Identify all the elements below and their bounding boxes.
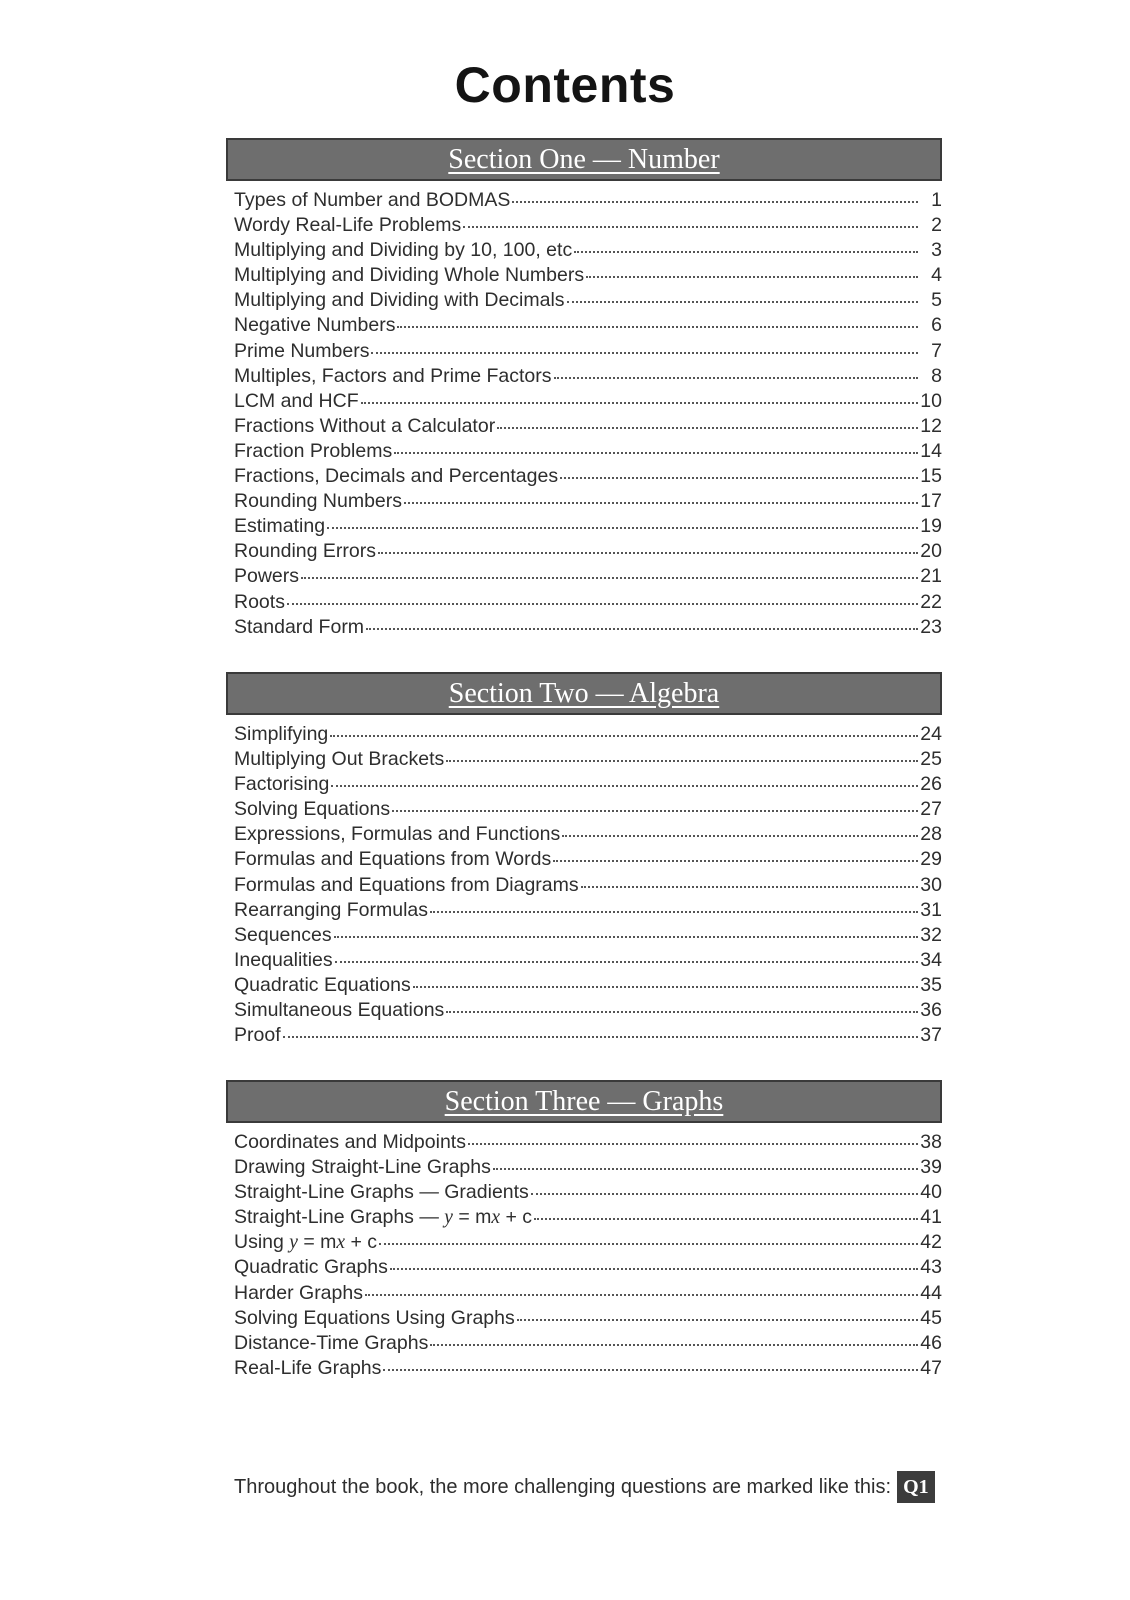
contents-entry [234,189,942,214]
entry-page-number: 17 [920,490,942,513]
contents-list [226,1123,942,1382]
contents-entry [234,974,942,999]
entry-title: Solving Equations [234,798,391,821]
entry-title: Multiplying and Dividing Whole Numbers [234,264,585,287]
contents-entry [234,748,942,773]
entry-page-number: 5 [931,289,942,312]
contents-entry [234,848,942,873]
entry-title: Fractions Without a Calculator [234,414,496,437]
entry-page-number: 39 [920,1156,942,1179]
section-header [226,672,942,715]
entry-title: Prime Numbers [234,339,370,362]
dot-leader [413,984,918,988]
section-header [226,138,942,181]
entry-page-number: 12 [920,414,942,437]
contents-entry [234,239,942,264]
entry-page-number: 10 [920,389,942,412]
contents-list [226,715,942,1049]
entry-title: Using y = mx + c [234,1231,378,1254]
entry-title: Fractions, Decimals and Percentages [234,465,559,488]
dot-leader [365,1292,918,1296]
contents-entry [234,1307,942,1332]
section-one [226,138,942,641]
dot-leader [383,1367,918,1371]
contents-entry [234,390,942,415]
contents-entry [234,1181,942,1206]
entry-page-number: 6 [931,314,942,337]
entry-title: Negative Numbers [234,314,396,337]
entry-title: Proof [234,1024,281,1047]
dot-leader [468,1141,918,1145]
entry-page-number: 38 [920,1131,942,1153]
section-header [226,1080,942,1123]
contents-entry [234,1282,942,1307]
entry-title: Simplifying [234,723,329,745]
entry-title: LCM and HCF [234,389,359,412]
entry-page-number: 25 [920,748,942,771]
dot-leader [562,833,918,837]
entry-title: Formulas and Equations from Diagrams [234,873,579,896]
entry-page-number: 46 [920,1331,942,1354]
entry-title: Real-Life Graphs [234,1356,382,1379]
dot-leader [397,324,918,328]
entry-title: Solving Equations Using Graphs [234,1306,515,1329]
contents-entry [234,1256,942,1281]
dot-leader [361,400,918,404]
entry-title: Quadratic Graphs [234,1256,388,1279]
dot-leader [394,450,918,454]
contents-entry [234,314,942,339]
entry-page-number: 7 [931,339,942,362]
entry-page-number: 36 [920,999,942,1022]
contents-entry [234,773,942,798]
entry-page-number: 35 [920,973,942,996]
contents-entry [234,924,942,949]
entry-page-number: 30 [920,873,942,896]
contents-entry [234,1231,942,1256]
dot-leader [446,758,918,762]
contents-entry [234,823,942,848]
entry-title: Factorising [234,773,330,796]
contents-entry [234,999,942,1024]
entry-page-number: 26 [920,773,942,796]
entry-title: Multiplying Out Brackets [234,748,445,771]
dot-leader [287,601,918,605]
entry-page-number: 40 [920,1181,942,1204]
contents-entry [234,289,942,314]
dot-leader [517,1317,918,1321]
entry-title: Fraction Problems [234,439,393,462]
dot-leader [497,425,918,429]
contents-entry [234,1206,942,1231]
entry-title: Straight-Line Graphs — Gradients [234,1181,529,1204]
contents-entry [234,1131,942,1156]
contents-entry [234,1024,942,1049]
entry-page-number: 41 [920,1206,942,1229]
entry-page-number: 34 [920,948,942,971]
challenge-badge: Q1 [897,1471,935,1503]
footer-note [234,1471,946,1503]
entry-page-number: 29 [920,848,942,871]
entry-title: Wordy Real-Life Problems [234,214,462,237]
entry-title: Multiplying and Dividing by 10, 100, etc [234,239,573,262]
footer-text: Throughout the book, the more challenging questions are marked like this: [234,1475,892,1498]
contents-entry [234,540,942,565]
entry-title: Roots [234,590,285,613]
entry-title: Drawing Straight-Line Graphs [234,1156,491,1179]
dot-leader [581,884,918,888]
dot-leader [392,808,918,812]
entry-title: Sequences [234,923,332,946]
contents-entry [234,214,942,239]
dot-leader [330,733,918,737]
contents-entry [234,490,942,515]
entry-page-number: 27 [920,798,942,821]
dot-leader [378,550,918,554]
entry-page-number: 28 [920,823,942,846]
contents-list [226,181,942,641]
contents-entry [234,723,942,748]
entry-page-number: 19 [920,515,942,538]
dot-leader [283,1034,918,1038]
entry-title: Multiplying and Dividing with Decimals [234,289,565,312]
dot-leader [553,858,918,862]
contents-entry [234,440,942,465]
section-heading: Section Two — Algebra [448,678,720,709]
section-heading: Section Three — Graphs [444,1086,724,1117]
page-title: Contents [454,57,676,113]
entry-page-number: 24 [920,723,942,745]
contents-entry [234,1357,942,1382]
contents-entry [234,1156,942,1181]
entry-page-number: 42 [920,1231,942,1254]
entry-page-number: 23 [920,615,942,638]
entry-title: Simultaneous Equations [234,999,445,1022]
section-two [226,672,942,1049]
entry-page-number: 20 [920,540,942,563]
entry-page-number: 22 [920,590,942,613]
entry-page-number: 47 [920,1356,942,1379]
contents-entry [234,874,942,899]
dot-leader [301,575,918,579]
entry-title: Powers [234,565,300,588]
entry-page-number: 14 [920,439,942,462]
entry-page-number: 44 [920,1281,942,1304]
entry-page-number: 45 [920,1306,942,1329]
dot-leader [379,1241,918,1245]
contents-entry [234,340,942,365]
dot-leader [446,1009,918,1013]
dot-leader [560,475,918,479]
entry-page-number: 2 [931,214,942,237]
entry-page-number: 43 [920,1256,942,1279]
entry-title: Inequalities [234,948,333,971]
dot-leader [493,1166,918,1170]
contents-entry [234,1332,942,1357]
entry-page-number: 1 [931,189,942,211]
dot-leader [586,274,918,278]
entry-title: Rearranging Formulas [234,898,429,921]
dot-leader [567,299,918,303]
entry-page-number: 21 [920,565,942,588]
entry-page-number: 15 [920,465,942,488]
entry-title: Straight-Line Graphs — y = mx + c [234,1206,533,1229]
dot-leader [574,249,918,253]
entry-title: Multiples, Factors and Prime Factors [234,364,552,387]
dot-leader [366,626,918,630]
dot-leader [430,1342,918,1346]
entry-title: Coordinates and Midpoints [234,1131,466,1153]
contents-entry [234,415,942,440]
entry-page-number: 37 [920,1024,942,1047]
entry-title: Types of Number and BODMAS [234,189,511,211]
dot-leader [430,909,918,913]
entry-title: Formulas and Equations from Words [234,848,552,871]
contents-entry [234,565,942,590]
dot-leader [512,199,918,203]
contents-entry [234,591,942,616]
contents-entry [234,616,942,641]
entry-title: Quadratic Equations [234,973,411,996]
entry-title: Rounding Numbers [234,490,403,513]
dot-leader [334,934,918,938]
entry-title: Rounding Errors [234,540,376,563]
entry-page-number: 31 [920,898,942,921]
section-heading: Section One — Number [448,144,720,175]
contents-entry [234,798,942,823]
entry-page-number: 4 [931,264,942,287]
section-three [226,1080,942,1382]
dot-leader [463,224,918,228]
entry-title: Distance-Time Graphs [234,1331,429,1354]
contents-entry [234,465,942,490]
dot-leader [335,959,918,963]
contents-entry [234,365,942,390]
entry-page-number: 32 [920,923,942,946]
contents-entry [234,264,942,289]
entry-title: Standard Form [234,615,365,638]
contents-entry [234,899,942,924]
contents-entry [234,949,942,974]
entry-title: Estimating [234,515,326,538]
entry-title: Expressions, Formulas and Functions [234,823,561,846]
dot-leader [531,1191,918,1195]
dot-leader [534,1216,918,1220]
dot-leader [331,783,918,787]
dot-leader [327,525,918,529]
dot-leader [554,375,918,379]
dot-leader [404,500,918,504]
entry-page-number: 3 [931,239,942,262]
dot-leader [390,1266,918,1270]
contents-entry [234,515,942,540]
dot-leader [371,350,918,354]
entry-title: Harder Graphs [234,1281,363,1304]
entry-page-number: 8 [931,364,942,387]
